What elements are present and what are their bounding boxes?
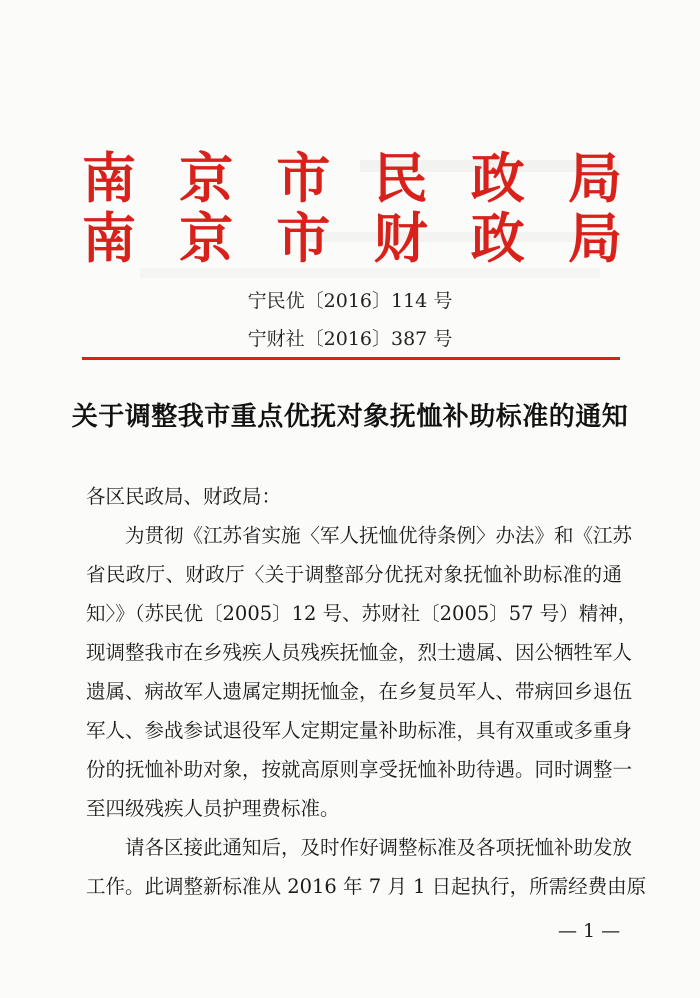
agency-name-civil-affairs — [82, 148, 622, 208]
body-line: 至四级残疾人员护理费标准。 — [86, 797, 340, 820]
page-number: — 1 — — [558, 920, 621, 942]
agency-char: 财 — [373, 206, 428, 270]
agency-char: 民 — [373, 146, 428, 210]
notice-title: 关于调整我市重点优抚对象抚恤补助标准的通知 — [71, 402, 629, 432]
agency-char: 局 — [567, 146, 622, 210]
body-line: 现调整我市在乡残疾人员残疾抚恤金，烈士遗属、因公牺牲军人 — [86, 641, 633, 664]
body-line: 为贯彻《江苏省实施〈军人抚恤优待条例〉办法》和《江苏 — [125, 524, 633, 547]
header-red-rule — [82, 357, 620, 360]
addressee: 各区民政局、财政局： — [86, 485, 282, 508]
agency-char: 市 — [276, 146, 331, 210]
agency-char: 市 — [276, 206, 331, 270]
agency-char: 南 — [82, 146, 136, 210]
agency-char: 局 — [567, 206, 622, 270]
agency-char: 京 — [179, 206, 234, 270]
body-line: 工作。此调整新标准从 2016 年 7 月 1 日起执行，所需经费由原 — [86, 875, 647, 898]
body-line: 省民政厅、财政厅〈关于调整部分优抚对象抚恤补助标准的通 — [86, 563, 622, 586]
document-number-civil: 宁民优〔2016〕114 号 — [247, 290, 453, 312]
body-line: 遗属、病故军人遗属定期抚恤金，在乡复员军人、带病回乡退伍 — [86, 680, 633, 703]
body-line: 知〉》（苏民优〔2005〕12 号、苏财社〔2005〕57 号）精神， — [86, 602, 638, 625]
body-line: 军人、参战参试退役军人定期定量补助标准，具有双重或多重身 — [86, 719, 633, 742]
agency-char: 南 — [82, 206, 136, 270]
body-line: 请各区接此通知后，及时作好调整标准及各项抚恤补助发放 — [125, 836, 633, 859]
agency-name-finance — [82, 208, 622, 268]
agency-char: 京 — [179, 146, 234, 210]
agency-char: 政 — [470, 206, 525, 270]
body-line: 份的抚恤补助对象，按就高原则享受抚恤补助待遇。同时调整一 — [86, 758, 633, 781]
document-number-finance: 宁财社〔2016〕387 号 — [247, 328, 453, 350]
agency-char: 政 — [470, 146, 525, 210]
